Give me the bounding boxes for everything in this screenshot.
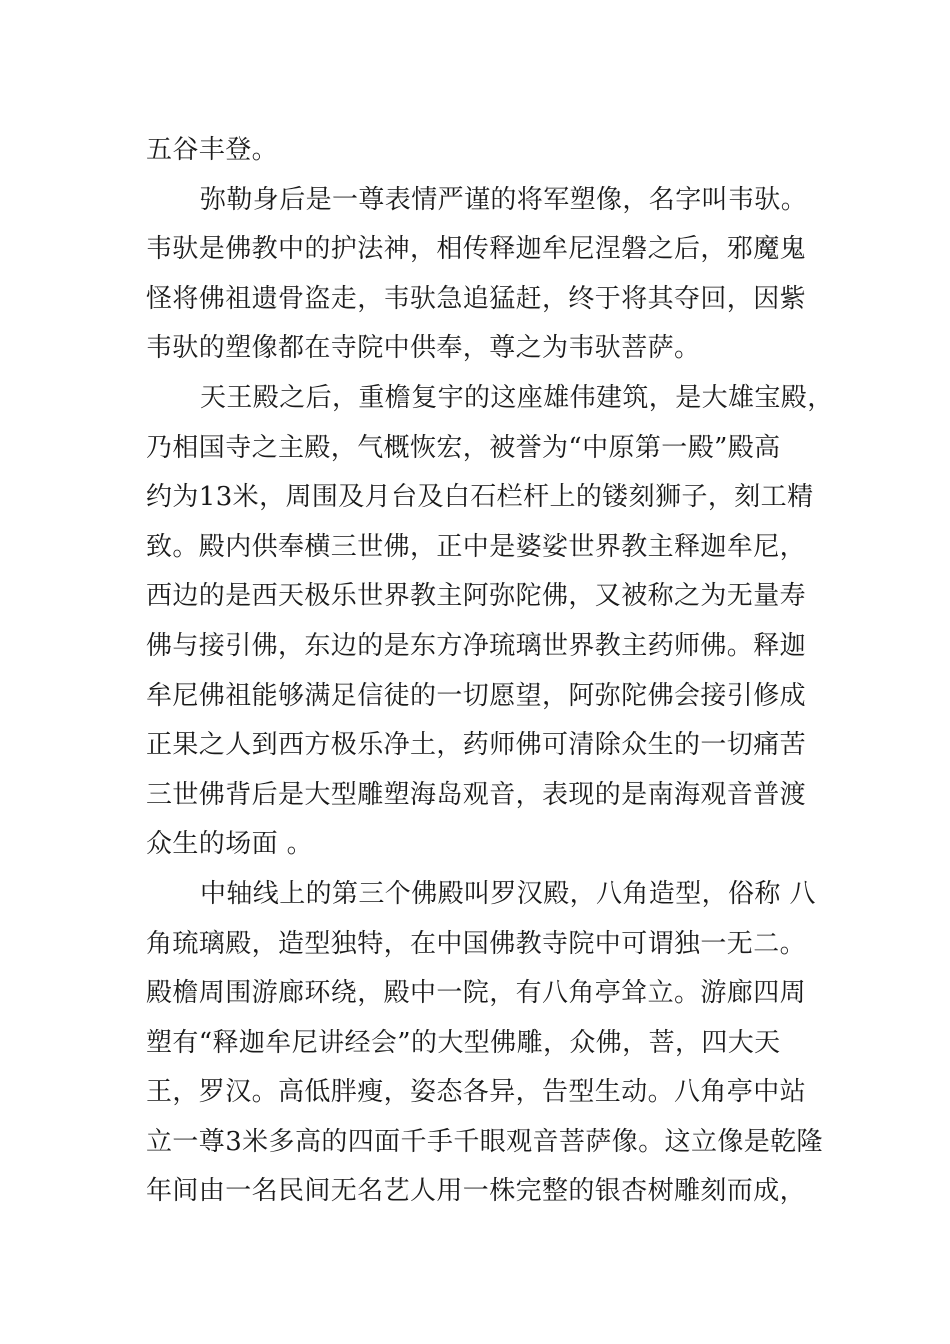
text-line: 正果之人到西方极乐净土，药师佛可清除众生的一切痛苦 — [146, 730, 807, 761]
text-line: 韦驮是佛教中的护法神，相传释迦牟尼涅磐之后，邪魔鬼 — [146, 234, 807, 265]
text-line: 五谷丰登。 — [146, 135, 279, 165]
text-line: 约为13米，周围及月台及白石栏杆上的镂刻狮子，刻工精 — [146, 482, 814, 513]
text-line: 佛与接引佛，东边的是东方净琉璃世界教主药师佛。释迦 — [146, 630, 807, 661]
text-line: 乃相国寺之主殿，气概恢宏，被誉为“中原第一殿”殿高 — [146, 432, 781, 463]
text-line: 角琉璃殿，造型独特，在中国佛教寺院中可谓独一无二。 — [146, 928, 807, 959]
body-text — [146, 126, 834, 1217]
text-line: 韦驮的塑像都在寺院中供奉，尊之为韦驮菩萨。 — [146, 333, 701, 364]
text-line: 王，罗汉。高低胖瘦，姿态各异，告型生动。八角亭中站 — [146, 1077, 807, 1108]
text-line: 致。殿内供奉横三世佛，正中是婆娑世界教主释迦牟尼， — [146, 531, 807, 562]
text-line: 中轴线上的第三个佛殿叫罗汉殿，八角造型，俗称 八 — [200, 878, 816, 909]
text-line: 西边的是西天极乐世界教主阿弥陀佛，又被称之为无量寿 — [146, 581, 807, 612]
text-line: 塑有“释迦牟尼讲经会”的大型佛雕，众佛，菩，四大天 — [146, 1027, 781, 1058]
text-line: 天王殿之后，重檐复宇的这座雄伟建筑，是大雄宝殿， — [200, 382, 834, 413]
text-line: 牟尼佛祖能够满足信徒的一切愿望，阿弥陀佛会接引修成 — [146, 680, 807, 711]
text-line: 怪将佛祖遗骨盗走，韦驮急追猛赶，终于将其夺回，因紫 — [146, 283, 807, 314]
text-line: 殿檐周围游廊环绕，殿中一院，有八角亭耸立。游廊四周 — [146, 978, 807, 1009]
text-line: 弥勒身后是一尊表情严谨的将军塑像，名字叫韦驮。 — [200, 184, 808, 215]
text-line: 众生的场面 。 — [146, 829, 314, 860]
text-line: 立一尊3米多高的四面千手千眼观音菩萨像。这立像是乾隆 — [146, 1126, 823, 1157]
text-line: 三世佛背后是大型雕塑海岛观音，表现的是南海观音普渡 — [146, 779, 807, 810]
text-line: 年间由一名民间无名艺人用一株完整的银杏树雕刻而成， — [146, 1176, 807, 1207]
